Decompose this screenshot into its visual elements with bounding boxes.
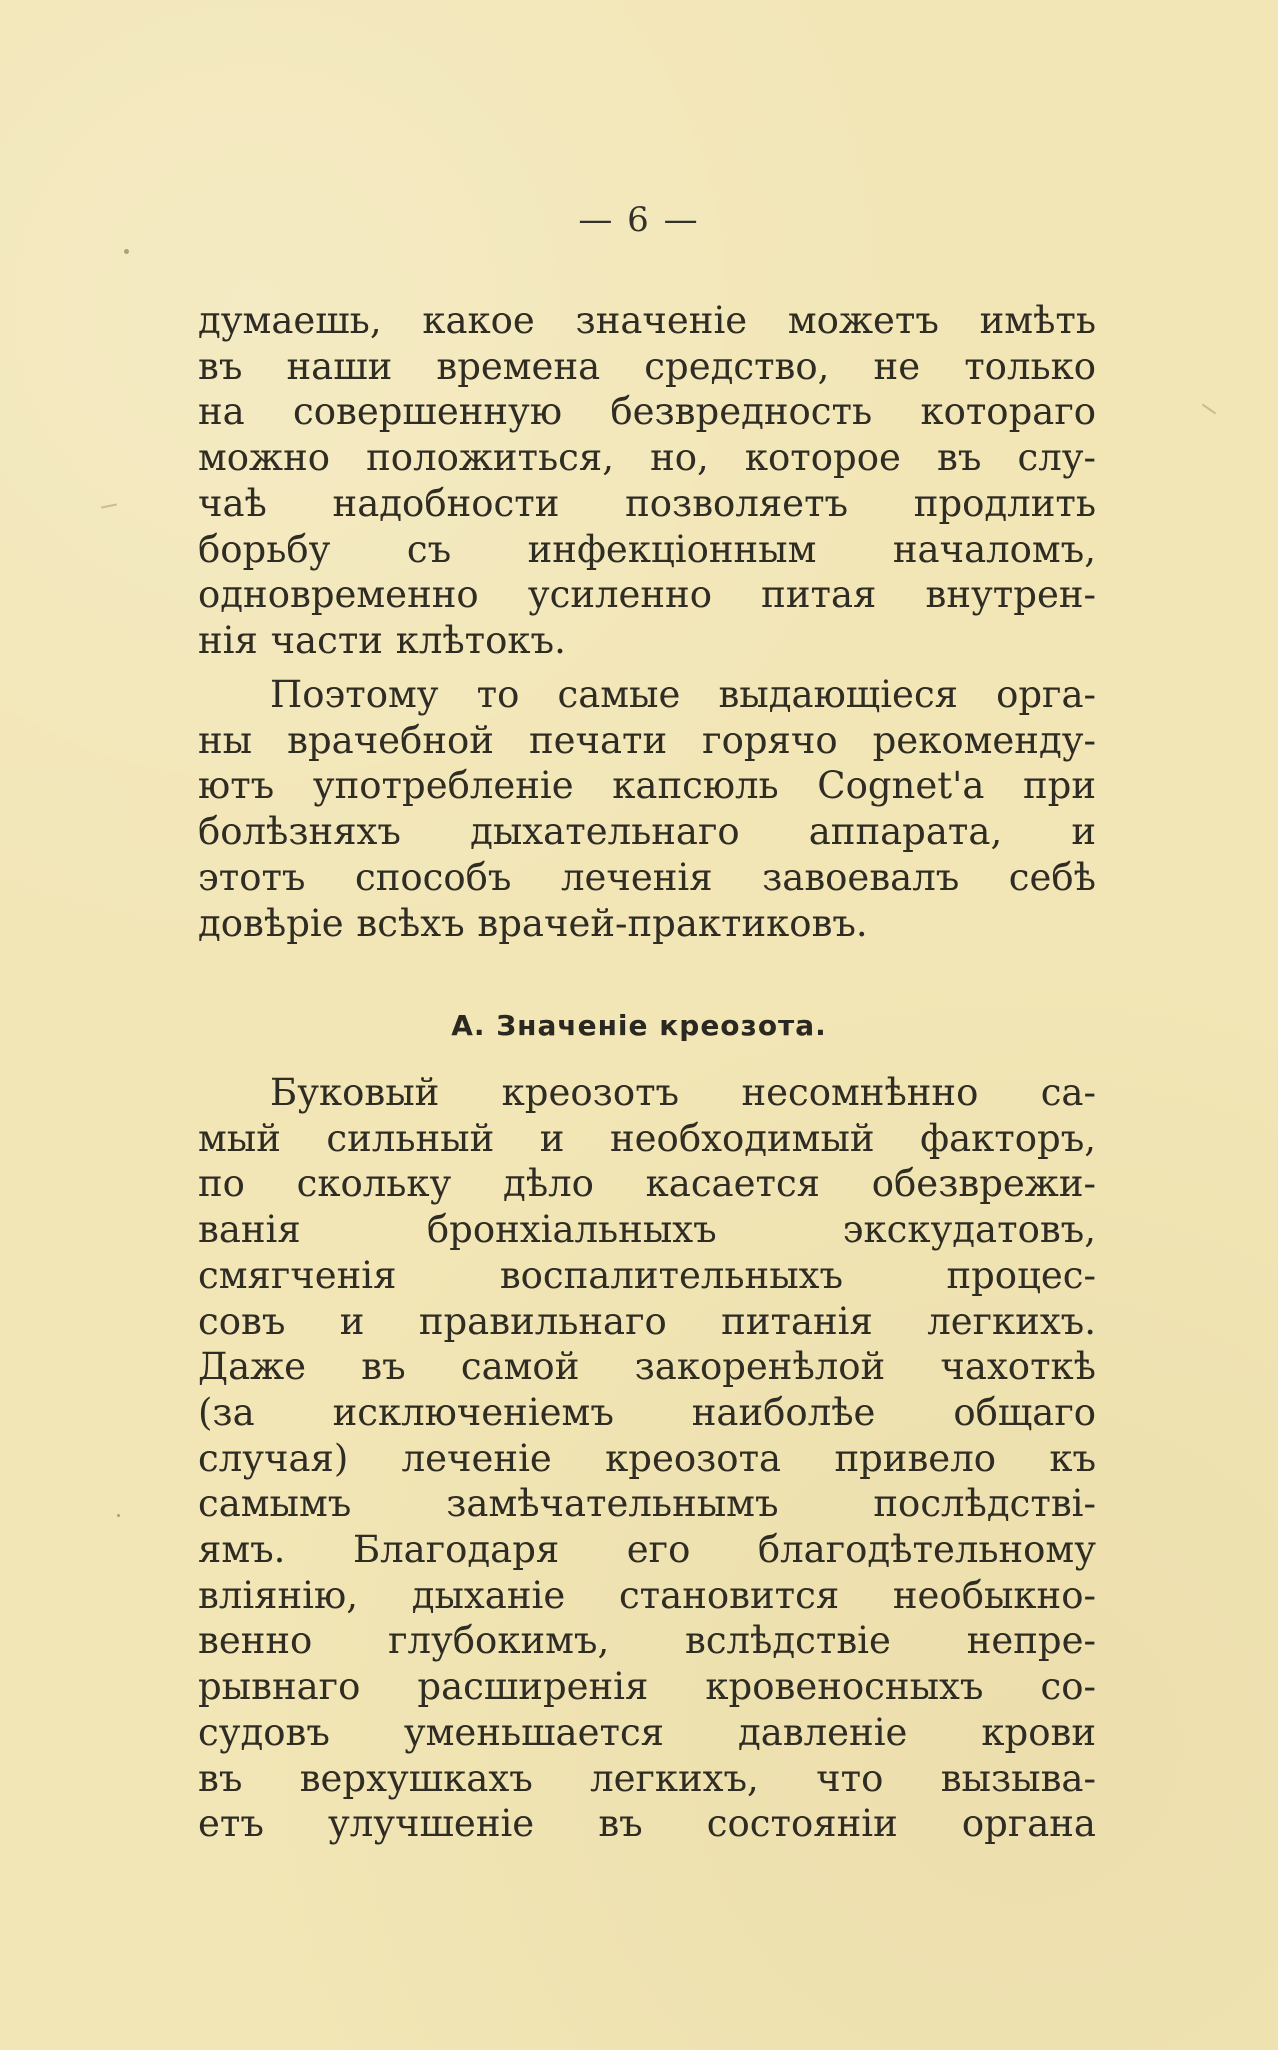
paragraph-line: этотъ способъ леченія завоевалъ себѣ xyxy=(198,855,1096,899)
paragraph-line: ванія бронхіальныхъ экскудатовъ, xyxy=(198,1208,1096,1252)
paragraph-line: етъ улучшеніе въ состояніи органа xyxy=(198,1802,1096,1846)
paragraph-line: Буковый креозотъ несомнѣнно са- xyxy=(270,1071,1096,1114)
paragraph-line: мый сильный и необходимый факторъ, xyxy=(198,1116,1096,1160)
paragraph-line: Поэтому то самые выдающіеся орга- xyxy=(270,673,1096,716)
paragraph-line: судовъ уменьшается давленіе крови xyxy=(198,1710,1096,1754)
paragraph-line: смягченія воспалительныхъ процес- xyxy=(198,1253,1096,1297)
paragraph-1 xyxy=(198,298,1096,664)
paragraph-line: болѣзняхъ дыхательнаго аппарата, и xyxy=(198,810,1096,854)
paragraph-line: венно глубокимъ, вслѣдствіе непре- xyxy=(198,1619,1096,1663)
paragraph-line: чаѣ надобности позволяетъ продлить xyxy=(198,481,1096,525)
paragraph-line: рывнаго расширенія кровеносныхъ со- xyxy=(198,1665,1096,1709)
section-heading: А. Значеніе креозота. xyxy=(451,1009,827,1042)
paragraph-line: одновременно усиленно питая внутрен- xyxy=(198,573,1096,617)
paragraph-line: въ наши времена средство, не только xyxy=(198,344,1096,388)
paragraph-line: по скольку дѣло касается обезврежи- xyxy=(198,1162,1096,1206)
paragraph-line: Даже въ самой закоренѣлой чахоткѣ xyxy=(198,1345,1096,1389)
paper-mark xyxy=(1202,404,1216,415)
paragraph-2 xyxy=(198,672,1096,946)
paragraph-line: (за исключеніемъ наиболѣе общаго xyxy=(198,1390,1096,1434)
paper-mark xyxy=(101,503,117,508)
paragraph-line: на совершенную безвредность котораго xyxy=(198,390,1096,434)
paper-speck xyxy=(117,1514,120,1517)
page-number: — 6 — xyxy=(578,200,700,240)
paragraph-line: случая) леченіе креозота привело къ xyxy=(198,1436,1096,1480)
paragraph-line: ютъ употребленіе капсюль Cognet'а при xyxy=(198,764,1096,808)
paragraph-line: ны врачебной печати горячо рекоменду- xyxy=(198,718,1096,762)
paragraph-line: думаешь, какое значеніе можетъ имѣть xyxy=(198,299,1096,342)
paragraph-line: можно положиться, но, которое въ слу- xyxy=(198,436,1096,480)
paragraph-line: самымъ замѣчательнымъ послѣдстві- xyxy=(198,1482,1096,1526)
paragraph-line: довѣріе всѣхъ врачей-практиковъ. xyxy=(198,901,868,945)
paper-speck xyxy=(124,249,129,254)
paragraph-line: ямъ. Благодаря его благодѣтельному xyxy=(198,1528,1096,1572)
paragraph-line: въ верхушкахъ легкихъ, что вызыва- xyxy=(198,1756,1096,1800)
paragraph-3 xyxy=(198,1070,1096,1847)
paragraph-line: борьбу съ инфекціонным началомъ, xyxy=(198,527,1096,571)
paragraph-line: совъ и правильнаго питанія легкихъ. xyxy=(198,1299,1096,1343)
paragraph-line: вліянію, дыханіе становится необыкно- xyxy=(198,1573,1096,1617)
paragraph-line: нія части клѣтокъ. xyxy=(198,618,566,662)
